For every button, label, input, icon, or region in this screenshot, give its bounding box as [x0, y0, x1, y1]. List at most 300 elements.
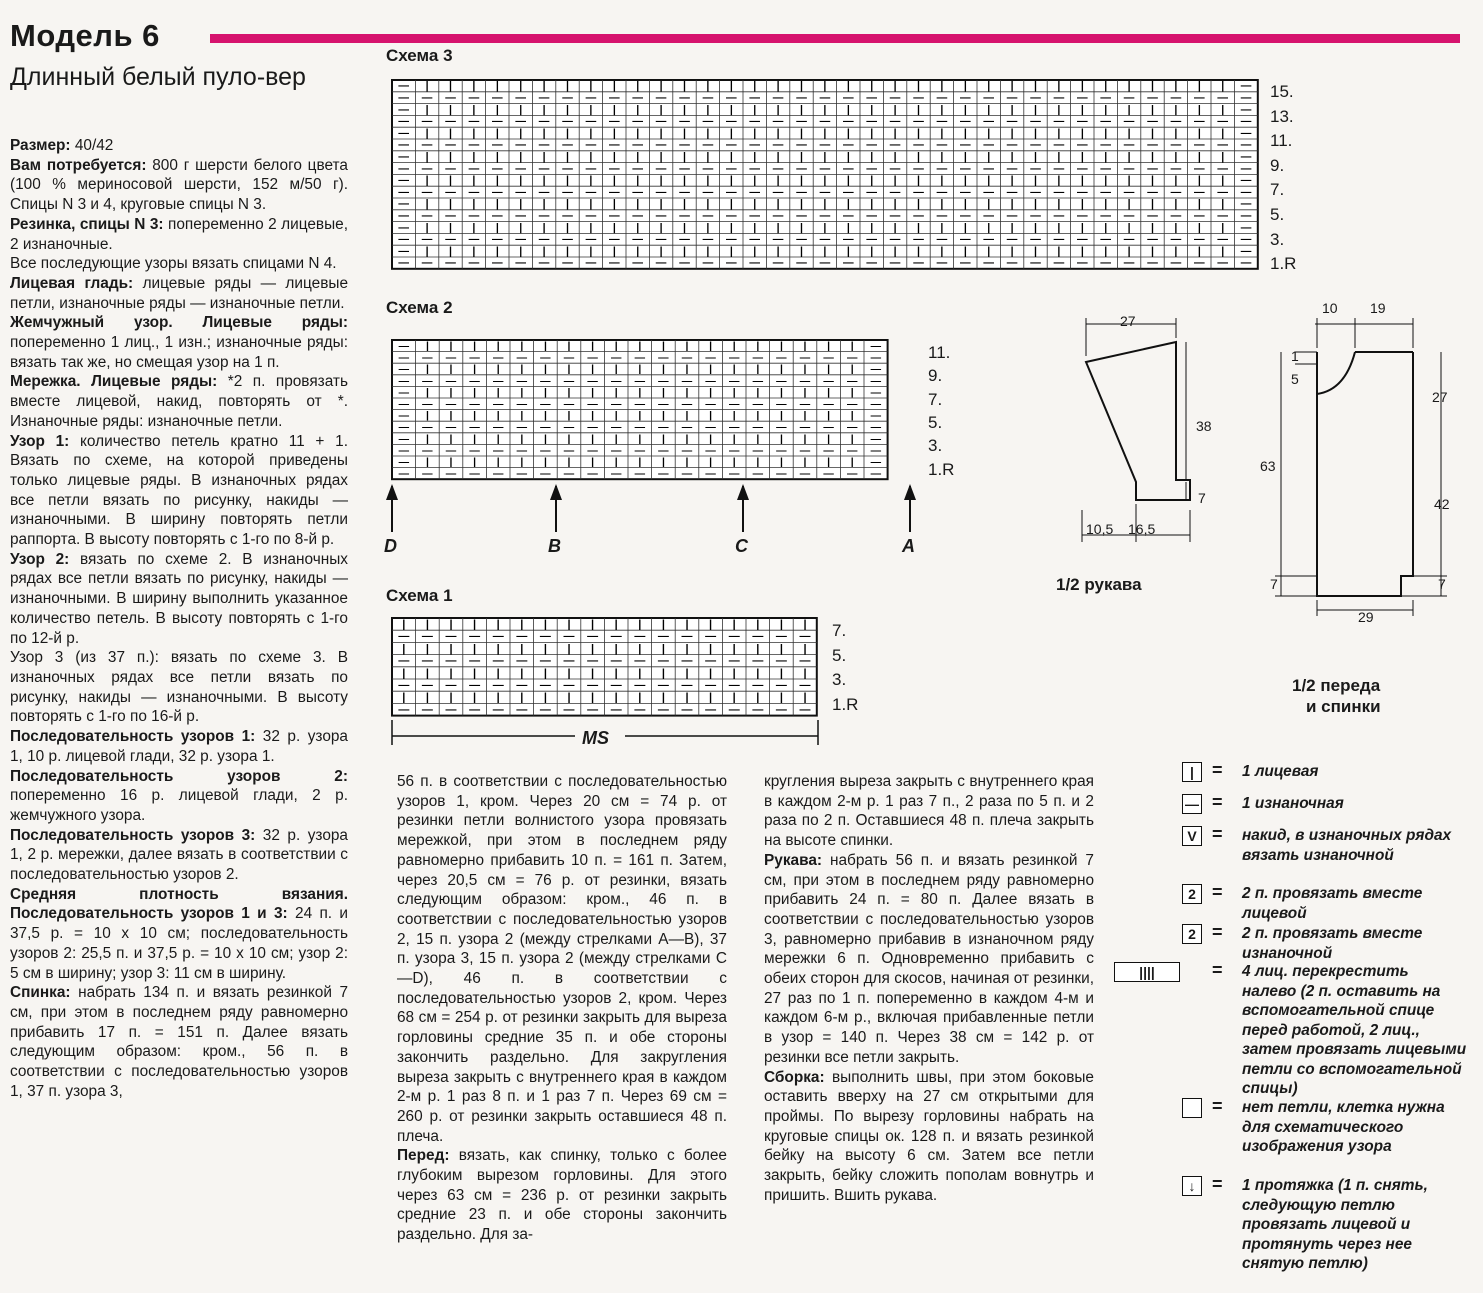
chart-symbol: |	[1174, 245, 1178, 258]
chart-symbol: |	[473, 457, 477, 469]
chart-symbol: —	[585, 115, 597, 128]
chart-symbol: |	[776, 80, 780, 93]
chart-symbol: |	[893, 80, 897, 93]
chart-symbol: —	[491, 92, 503, 105]
chart-symbol: —	[658, 352, 669, 364]
chart-symbol: |	[729, 174, 733, 187]
chart-symbol: —	[959, 233, 971, 246]
chart-symbol: —	[1030, 186, 1041, 199]
chart-symbol: —	[632, 162, 644, 175]
chart-symbol: |	[685, 410, 689, 422]
chart-symbol: —	[516, 468, 528, 480]
chart-symbol: —	[469, 630, 481, 643]
chart-symbol: |	[567, 364, 571, 376]
chart-symbol: |	[567, 341, 571, 353]
chart-symbol: —	[398, 352, 410, 364]
paragraph-heading: Узор 2:	[10, 550, 70, 568]
chart-symbol: |	[661, 691, 665, 704]
legend-equals: =	[1212, 1096, 1223, 1116]
chart-symbol: —	[681, 399, 693, 411]
legend-text: 1 изнаночная	[1242, 795, 1344, 812]
sleeve-diagram	[1070, 310, 1200, 550]
chart-symbol: |	[753, 198, 757, 211]
chart-symbol: |	[940, 245, 944, 258]
column-arrowhead	[737, 484, 749, 500]
chart-symbol: |	[591, 364, 595, 376]
chart-symbol: —	[725, 115, 737, 128]
chart-symbol: —	[776, 468, 787, 480]
chart-symbol: |	[1221, 245, 1225, 258]
chart-symbol: —	[705, 679, 717, 692]
chart-symbol: |	[473, 618, 477, 631]
chart-symbol: —	[823, 468, 834, 480]
chart-symbol: —	[398, 655, 410, 668]
chart-symbol: |	[612, 245, 616, 258]
chart-symbol: —	[679, 257, 690, 270]
chart-symbol: |	[567, 691, 571, 704]
chart-symbol: |	[732, 457, 736, 469]
chart-symbol: |	[800, 103, 803, 116]
chart-symbol: |	[636, 151, 640, 164]
chart-symbol: |	[870, 245, 874, 258]
paragraph-heading: Рукава:	[764, 851, 823, 869]
chart-symbol: —	[870, 399, 882, 411]
chart-symbol: —	[913, 115, 924, 128]
chart-symbol: |	[756, 387, 760, 399]
chart-symbol: —	[819, 210, 831, 223]
chart-symbol: |	[683, 80, 686, 93]
chart-symbol: —	[563, 630, 575, 643]
chart-symbol: —	[539, 655, 551, 668]
chart-symbol: —	[492, 655, 504, 668]
chart-symbol: |	[1221, 198, 1225, 211]
chart-symbol: —	[516, 445, 528, 457]
chart-symbol: —	[702, 92, 714, 105]
chart-symbol: |	[591, 642, 595, 655]
chart-symbol: |	[685, 691, 689, 704]
chart-symbol: |	[753, 80, 757, 93]
chart-symbol: |	[542, 151, 546, 164]
row-number-label: 3.	[832, 670, 847, 689]
chart-symbol: |	[1151, 103, 1154, 116]
chart-symbol: |	[963, 127, 967, 140]
chart-symbol: —	[398, 257, 410, 270]
legend-equals: =	[1212, 1174, 1223, 1194]
chart-symbol: |	[638, 364, 642, 376]
chart-symbol: —	[752, 468, 764, 480]
chart-symbol: |	[425, 667, 429, 680]
chart-symbol: —	[538, 92, 550, 105]
chart-symbol: —	[1006, 115, 1018, 128]
chart-symbol: —	[492, 703, 504, 716]
chart-symbol: |	[425, 642, 429, 655]
chart-symbol: —	[796, 92, 807, 105]
chart-symbol: |	[779, 364, 783, 376]
chart-symbol: —	[1240, 80, 1252, 93]
chart-symbol: |	[940, 174, 944, 187]
chart-symbol: —	[632, 139, 644, 152]
chart-symbol: |	[1197, 127, 1201, 140]
chart-symbol: —	[866, 233, 878, 246]
chart-symbol: |	[566, 103, 569, 116]
chart-symbol: |	[1174, 103, 1178, 116]
chart-symbol: |	[732, 618, 736, 631]
chart-symbol: —	[634, 399, 646, 411]
total-height: 63	[1260, 458, 1276, 474]
chart-symbol: |	[1057, 245, 1061, 258]
chart-symbol: —	[657, 655, 669, 668]
chart-symbol: |	[963, 80, 967, 93]
chart-symbol: |	[1197, 80, 1201, 93]
chart-symbol: —	[1006, 257, 1018, 270]
chart-symbol: —	[1240, 198, 1252, 211]
chart-symbol: —	[421, 186, 433, 199]
chart-symbol: |	[520, 667, 524, 680]
chart-symbol: |	[1197, 174, 1201, 187]
chart-symbol: |	[566, 221, 569, 234]
chart-symbol: |	[1104, 174, 1108, 187]
chart-symbol: |	[496, 433, 500, 445]
chart-symbol: —	[445, 115, 456, 128]
chart-symbol: —	[492, 352, 504, 364]
chart-symbol: |	[591, 618, 595, 631]
chart-symbol: —	[398, 399, 410, 411]
chart-symbol: |	[1151, 245, 1154, 258]
chart-symbol: —	[398, 422, 410, 434]
chart-symbol: —	[776, 352, 787, 364]
chart-symbol: —	[1100, 162, 1112, 175]
chart-symbol: |	[636, 103, 640, 116]
chart-symbol: —	[728, 468, 740, 480]
chart-symbol: —	[705, 445, 716, 457]
chart-symbol: —	[445, 186, 456, 199]
chart-symbol: |	[756, 341, 760, 353]
chart-symbol: |	[659, 103, 663, 116]
chart-symbol: —	[445, 162, 456, 175]
scheme-3-label: Схема 3	[386, 46, 453, 65]
chart-symbol: —	[725, 257, 737, 270]
chart-symbol: —	[679, 115, 690, 128]
chart-symbol: —	[398, 630, 410, 643]
legend-symbol: ||||	[1114, 962, 1180, 982]
chart-symbol: |	[591, 667, 595, 680]
chart-symbol: —	[749, 257, 761, 270]
chart-symbol: —	[819, 186, 831, 199]
paragraph-text: лицевые ряды — лицевые петли, изнаночные ряды — изнаночные петли.	[10, 274, 348, 312]
chart-symbol: |	[425, 691, 429, 704]
paragraph-heading: Последовательность узоров 1:	[10, 728, 256, 746]
scheme-1-grid	[392, 618, 817, 716]
paragraph-text: кругления выреза закрыть с внутреннего края в каждом 2-м р. 1 раз 7 п., 2 раза по 5 п. и 2 раза по 2 п. Оставшиеся 48 п. плеча закрыть на высоте спинки.	[764, 773, 1094, 850]
chart-symbol: —	[702, 162, 714, 175]
chart-symbol: |	[614, 341, 618, 353]
chart-symbol: |	[591, 410, 595, 422]
chart-symbol: |	[1127, 103, 1131, 116]
sleeve-left-width: 10,5	[1086, 521, 1114, 537]
chart-symbol: —	[587, 352, 598, 364]
chart-symbol: |	[1057, 80, 1061, 93]
chart-symbol: |	[779, 341, 783, 353]
chart-symbol: |	[425, 618, 429, 631]
chart-symbol: |	[496, 691, 500, 704]
chart-symbol: |	[709, 410, 713, 422]
chart-symbol: |	[753, 127, 757, 140]
chart-symbol: |	[566, 127, 569, 140]
paragraph-text: *2 п. провязать вместе лицевой, накид, повторять от *. Изнаночные ряды: изнаночные петли.	[10, 373, 348, 430]
chart-symbol: |	[543, 667, 547, 680]
chart-symbol: —	[491, 115, 503, 128]
chart-symbol: —	[936, 115, 948, 128]
chart-symbol: —	[705, 655, 717, 668]
chart-symbol: |	[917, 103, 920, 116]
chart-symbol: |	[1010, 103, 1014, 116]
chart-symbol: |	[685, 642, 689, 655]
legend-equals: =	[1212, 882, 1223, 902]
chart-symbol: —	[634, 630, 646, 643]
chart-symbol: —	[1217, 257, 1229, 270]
chart-symbol: |	[827, 364, 831, 376]
chart-symbol: —	[516, 422, 528, 434]
chart-symbol: |	[636, 127, 640, 140]
chart-symbol: |	[706, 151, 710, 164]
chart-symbol: |	[870, 80, 874, 93]
chart-symbol: |	[823, 198, 827, 211]
chart-symbol: |	[776, 174, 780, 187]
chart-symbol: |	[706, 198, 710, 211]
chart-symbol: |	[636, 80, 640, 93]
chart-symbol: |	[1151, 151, 1154, 164]
chart-symbol: |	[659, 245, 663, 258]
chart-symbol: |	[496, 410, 500, 422]
chart-symbol: |	[846, 198, 850, 211]
chart-symbol: |	[1010, 151, 1014, 164]
chart-symbol: —	[775, 630, 787, 643]
chart-symbol: |	[661, 433, 665, 445]
chart-symbol: —	[1053, 186, 1065, 199]
chart-symbol: —	[540, 352, 551, 364]
chart-symbol: —	[610, 655, 622, 668]
chart-symbol: |	[542, 198, 546, 211]
chart-symbol: —	[799, 352, 811, 364]
column-arrowhead	[904, 484, 916, 500]
chart-symbol: |	[659, 151, 663, 164]
chart-symbol: —	[749, 115, 761, 128]
chart-symbol: |	[779, 387, 783, 399]
chart-symbol: |	[1104, 245, 1108, 258]
chart-symbol: —	[634, 445, 646, 457]
chart-symbol: |	[685, 433, 689, 445]
chart-symbol: |	[917, 127, 920, 140]
chart-symbol: —	[776, 399, 787, 411]
chart-symbol: |	[1221, 174, 1225, 187]
chart-symbol: —	[562, 186, 573, 199]
chart-symbol: —	[728, 630, 740, 643]
chart-symbol: —	[634, 468, 646, 480]
row-number-label: 13.	[1270, 106, 1294, 126]
chart-symbol: |	[1010, 80, 1014, 93]
chart-symbol: |	[638, 691, 642, 704]
chart-symbol: —	[1053, 139, 1065, 152]
chart-symbol: |	[1174, 198, 1178, 211]
chart-symbol: |	[1127, 80, 1131, 93]
chart-symbol: |	[591, 341, 595, 353]
chart-symbol: —	[796, 257, 807, 270]
chart-symbol: —	[634, 375, 646, 387]
chart-symbol: —	[681, 655, 693, 668]
chart-symbol: |	[589, 127, 593, 140]
chart-symbol: —	[540, 445, 551, 457]
paragraph-text: Узор 3 (из 37 п.): вязать по схеме 3. В изнаночных рядах все петли вязать по рисунку, накиды — изнаночными. В высоту повторять с 1-го по 16-й р.	[10, 649, 348, 726]
chart-symbol: |	[729, 80, 733, 93]
chart-symbol: —	[657, 679, 669, 692]
chart-symbol: —	[796, 186, 807, 199]
chart-symbol: —	[983, 257, 995, 270]
chart-symbol: —	[1193, 210, 1205, 223]
chart-symbol: |	[638, 410, 642, 422]
chart-symbol: —	[585, 139, 597, 152]
chart-symbol: |	[636, 198, 640, 211]
chart-symbol: —	[422, 399, 433, 411]
chart-symbol: |	[893, 151, 897, 164]
chart-symbol: |	[1127, 198, 1131, 211]
chart-symbol: —	[421, 210, 433, 223]
chart-symbol: |	[870, 151, 874, 164]
chart-symbol: —	[823, 352, 834, 364]
rib-right: 7	[1438, 576, 1446, 592]
chart-symbol: |	[542, 103, 546, 116]
chart-symbol: |	[496, 341, 500, 353]
chart-symbol: |	[683, 103, 686, 116]
neck-width: 10	[1322, 300, 1338, 316]
chart-symbol: |	[519, 151, 523, 164]
chart-symbol: |	[893, 174, 897, 187]
chart-symbol: |	[661, 642, 665, 655]
chart-symbol: |	[661, 667, 665, 680]
chart-symbol: —	[563, 655, 575, 668]
chart-symbol: —	[1240, 103, 1252, 116]
chart-symbol: —	[983, 92, 995, 105]
chart-symbol: —	[587, 630, 599, 643]
chart-symbol: |	[1057, 103, 1061, 116]
chart-symbol: |	[1057, 151, 1061, 164]
chart-symbol: |	[779, 410, 783, 422]
chart-symbol: —	[799, 422, 811, 434]
chart-symbol: |	[449, 691, 453, 704]
chart-symbol: |	[1127, 221, 1131, 234]
chart-symbol: —	[866, 210, 878, 223]
chart-symbol: |	[732, 387, 736, 399]
chart-symbol: —	[398, 80, 410, 93]
chart-symbol: |	[1197, 221, 1201, 234]
chart-symbol: —	[1170, 92, 1182, 105]
chart-symbol: —	[1006, 210, 1018, 223]
chart-symbol: —	[422, 445, 433, 457]
chart-symbol: |	[709, 364, 713, 376]
chart-symbol: |	[612, 198, 616, 211]
chart-symbol: —	[870, 375, 882, 387]
chart-symbol: |	[756, 642, 760, 655]
chart-symbol: —	[936, 210, 948, 223]
chart-symbol: —	[468, 210, 480, 223]
legend-equals: =	[1212, 960, 1223, 980]
chart-symbol: |	[963, 245, 967, 258]
chart-symbol: —	[1030, 115, 1041, 128]
paragraph-heading: Жемчужный узор. Лицевые ряды:	[10, 314, 348, 332]
chart-symbol: —	[422, 375, 433, 387]
chart-symbol: —	[772, 162, 784, 175]
chart-symbol: |	[566, 174, 569, 187]
chart-symbol: —	[936, 257, 948, 270]
chart-symbol: —	[445, 445, 457, 457]
chart-symbol: —	[562, 162, 573, 175]
chart-symbol: |	[425, 127, 429, 140]
chart-symbol: —	[398, 233, 410, 246]
chart-symbol: —	[469, 399, 480, 411]
chart-symbol: |	[614, 642, 618, 655]
chart-symbol: |	[963, 221, 967, 234]
chart-symbol: —	[1123, 233, 1135, 246]
chart-symbol: |	[425, 364, 429, 376]
chart-symbol: |	[940, 198, 944, 211]
chart-symbol: |	[614, 667, 618, 680]
chart-symbol: —	[398, 127, 410, 140]
chart-symbol: |	[800, 80, 803, 93]
chart-symbol: |	[732, 410, 736, 422]
chart-symbol: |	[753, 174, 757, 187]
chart-symbol: |	[638, 341, 642, 353]
row-number-label: 3.	[1270, 229, 1285, 249]
chart-symbol: |	[987, 245, 991, 258]
chart-symbol: |	[893, 127, 897, 140]
ms-label: MS	[582, 728, 609, 748]
paragraph-text: вязать по схеме 2. В изнаночных рядах все петли вязать по рисунку, накиды — изнаночными. В ширину выполнить указанное количество петель. В высоту повторять с 1-го по 12-й р.	[10, 550, 348, 647]
chart-symbol: —	[681, 630, 693, 643]
paragraph-heading: Последовательность узоров 3:	[10, 826, 256, 844]
chart-symbol: —	[725, 186, 737, 199]
chart-symbol: —	[445, 399, 457, 411]
chart-symbol: —	[398, 364, 410, 376]
chart-symbol: |	[803, 387, 807, 399]
chart-symbol: —	[491, 162, 503, 175]
chart-symbol: —	[752, 655, 764, 668]
chart-symbol: —	[563, 422, 575, 434]
chart-symbol: |	[1174, 174, 1178, 187]
chart-symbol: —	[959, 186, 971, 199]
body-diagram	[1255, 300, 1455, 620]
chart-symbol: —	[1147, 115, 1158, 128]
chart-symbol: —	[842, 115, 854, 128]
chart-symbol: —	[679, 233, 690, 246]
chart-symbol: |	[659, 198, 663, 211]
chart-symbol: —	[655, 210, 667, 223]
chart-symbol: —	[468, 162, 480, 175]
chart-symbol: |	[543, 691, 547, 704]
chart-symbol: |	[543, 364, 547, 376]
chart-symbol: —	[870, 457, 882, 469]
chart-symbol: —	[1193, 162, 1205, 175]
chart-symbol: —	[658, 375, 669, 387]
column-arrowhead	[550, 484, 562, 500]
chart-symbol: |	[940, 151, 944, 164]
chart-symbol: —	[702, 257, 714, 270]
chart-symbol: —	[632, 115, 644, 128]
chart-symbol: —	[445, 233, 456, 246]
chart-symbol: |	[1080, 151, 1084, 164]
paragraph-heading: Резинка, спицы N 3:	[10, 215, 164, 233]
body-caption-2: и спинки	[1306, 697, 1381, 716]
chart-symbol: —	[1193, 92, 1205, 105]
chart-symbol: |	[636, 245, 640, 258]
